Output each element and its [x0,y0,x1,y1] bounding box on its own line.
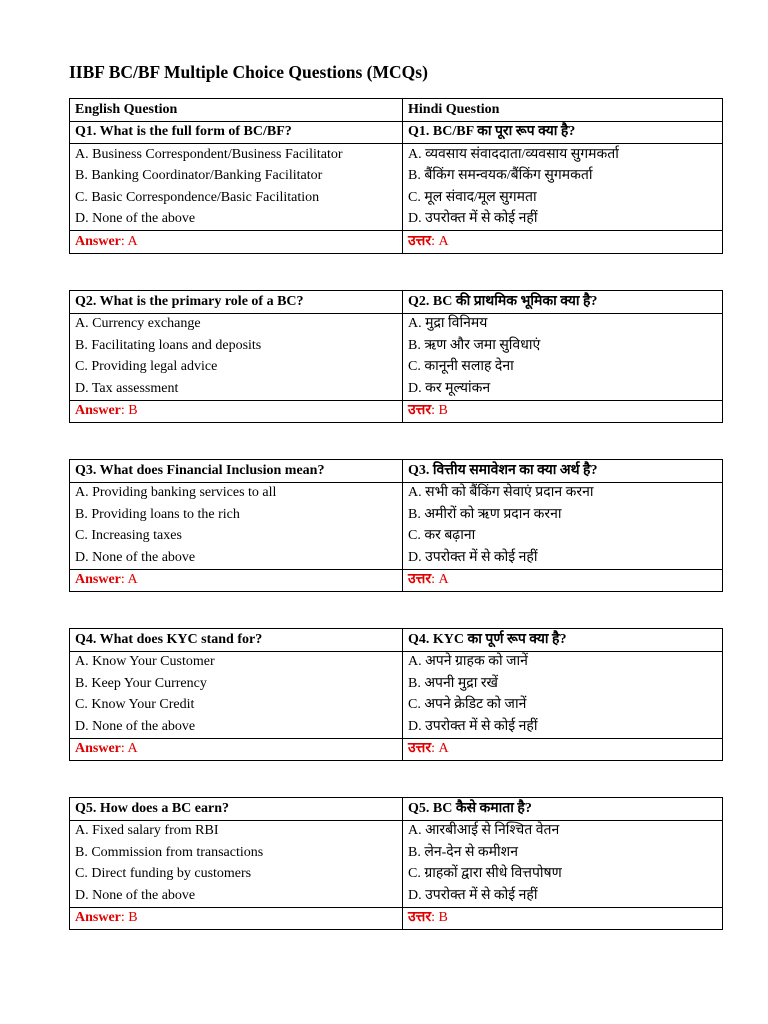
option-row [70,820,723,842]
option-row [70,144,723,166]
option-english: A. Business Correspondent/Business Facilitator [70,144,403,166]
option-hindi: B. बैंकिंग समन्वयक/बैंकिंग सुगमकर्ता [403,166,723,188]
answer-hindi [403,569,723,592]
option-row [70,526,723,548]
question-hindi: Q1. BC/BF का पूरा रूप क्या है? [403,121,723,144]
answer-label-english: Answer [75,233,121,249]
question-hindi: Q5. BC कैसे कमाता है? [403,798,723,821]
answer-row [70,907,723,930]
option-hindi: C. ग्राहकों द्वारा सीधे वित्तपोषण [403,864,723,886]
answer-value-hindi: : A [431,741,449,757]
question-row [70,460,723,483]
option-english: B. Commission from transactions [70,842,403,864]
mcq-table-q4 [69,628,723,761]
answer-hindi [403,738,723,761]
option-english: A. Providing banking services to all [70,482,403,504]
option-row [70,695,723,717]
answer-label-hindi: उत्तर [408,403,432,419]
option-english: C. Increasing taxes [70,526,403,548]
question-english: Q3. What does Financial Inclusion mean? [70,460,403,483]
option-english: D. None of the above [70,716,403,738]
option-english: D. None of the above [70,547,403,569]
answer-row [70,231,723,254]
option-hindi: D. उपरोक्त में से कोई नहीं [403,885,723,907]
option-row [70,378,723,400]
option-hindi: D. कर मूल्यांकन [403,378,723,400]
answer-english [70,907,403,930]
mcq-table-q2 [69,290,723,423]
answer-value-english: : A [120,233,138,249]
option-english: C. Know Your Credit [70,695,403,717]
option-row [70,357,723,379]
answer-row [70,569,723,592]
question-hindi: Q4. KYC का पूर्ण रूप क्या है? [403,629,723,652]
question-row [70,629,723,652]
mcq-table-q3 [69,459,723,592]
answer-value-english: : A [120,572,138,588]
question-hindi: Q3. वित्तीय समावेशन का क्या अर्थ है? [403,460,723,483]
option-english: B. Banking Coordinator/Banking Facilitator [70,166,403,188]
table-header-row [70,99,723,122]
header-hindi: Hindi Question [403,99,723,122]
answer-label-hindi: उत्तर [408,572,432,588]
option-hindi: C. कर बढ़ाना [403,526,723,548]
option-row [70,209,723,231]
option-hindi: C. अपने क्रेडिट को जानें [403,695,723,717]
answer-row [70,400,723,423]
mcq-table-q1 [69,98,723,254]
option-hindi: A. व्यवसाय संवाददाता/व्यवसाय सुगमकर्ता [403,144,723,166]
option-english: D. Tax assessment [70,378,403,400]
option-hindi: D. उपरोक्त में से कोई नहीं [403,209,723,231]
option-english: B. Keep Your Currency [70,673,403,695]
option-row [70,166,723,188]
answer-label-hindi: उत्तर [408,741,432,757]
answer-value-hindi: : B [431,910,448,926]
answer-value-english: : B [120,403,138,419]
question-english: Q2. What is the primary role of a BC? [70,291,403,314]
option-hindi: D. उपरोक्त में से कोई नहीं [403,547,723,569]
answer-english [70,231,403,254]
option-row [70,716,723,738]
option-row [70,335,723,357]
answer-value-english: : B [120,910,138,926]
answer-label-hindi: उत्तर [408,233,432,249]
answer-value-hindi: : B [431,403,448,419]
answer-label-english: Answer [75,741,121,757]
answer-english [70,738,403,761]
option-hindi: B. ऋण और जमा सुविधाएं [403,335,723,357]
page-title: IIBF BC/BF Multiple Choice Questions (MCQs) [69,62,428,82]
option-english: B. Providing loans to the rich [70,504,403,526]
question-english: Q1. What is the full form of BC/BF? [70,121,403,144]
option-row [70,651,723,673]
option-hindi: B. अपनी मुद्रा रखें [403,673,723,695]
question-hindi: Q2. BC की प्राथमिक भूमिका क्या है? [403,291,723,314]
option-english: C. Basic Correspondence/Basic Facilitation [70,187,403,209]
answer-hindi [403,231,723,254]
question-row [70,291,723,314]
option-hindi: C. कानूनी सलाह देना [403,357,723,379]
answer-label-english: Answer [75,572,121,588]
option-hindi: A. मुद्रा विनिमय [403,313,723,335]
question-english: Q5. How does a BC earn? [70,798,403,821]
answer-row [70,738,723,761]
option-hindi: A. आरबीआई से निश्चित वेतन [403,820,723,842]
option-row [70,313,723,335]
option-hindi: D. उपरोक्त में से कोई नहीं [403,716,723,738]
option-english: A. Know Your Customer [70,651,403,673]
option-hindi: A. सभी को बैंकिंग सेवाएं प्रदान करना [403,482,723,504]
answer-label-hindi: उत्तर [408,910,432,926]
answer-hindi [403,907,723,930]
answer-hindi [403,400,723,423]
option-hindi: B. लेन-देन से कमीशन [403,842,723,864]
option-english: C. Direct funding by customers [70,864,403,886]
answer-value-english: : A [120,741,138,757]
answer-label-english: Answer [75,910,121,926]
answer-english [70,400,403,423]
question-row [70,121,723,144]
header-english: English Question [70,99,403,122]
question-english: Q4. What does KYC stand for? [70,629,403,652]
option-hindi: B. अमीरों को ऋण प्रदान करना [403,504,723,526]
option-english: C. Providing legal advice [70,357,403,379]
option-row [70,673,723,695]
option-row [70,864,723,886]
option-row [70,504,723,526]
option-row [70,482,723,504]
option-english: A. Currency exchange [70,313,403,335]
option-english: D. None of the above [70,209,403,231]
mcq-table-q5 [69,797,723,930]
option-english: B. Facilitating loans and deposits [70,335,403,357]
option-row [70,842,723,864]
answer-value-hindi: : A [431,233,449,249]
option-row [70,547,723,569]
option-row [70,187,723,209]
option-hindi: A. अपने ग्राहक को जानें [403,651,723,673]
option-row [70,885,723,907]
answer-value-hindi: : A [431,572,449,588]
answer-english [70,569,403,592]
option-english: A. Fixed salary from RBI [70,820,403,842]
question-row [70,798,723,821]
option-english: D. None of the above [70,885,403,907]
option-hindi: C. मूल संवाद/मूल सुगमता [403,187,723,209]
answer-label-english: Answer [75,403,121,419]
